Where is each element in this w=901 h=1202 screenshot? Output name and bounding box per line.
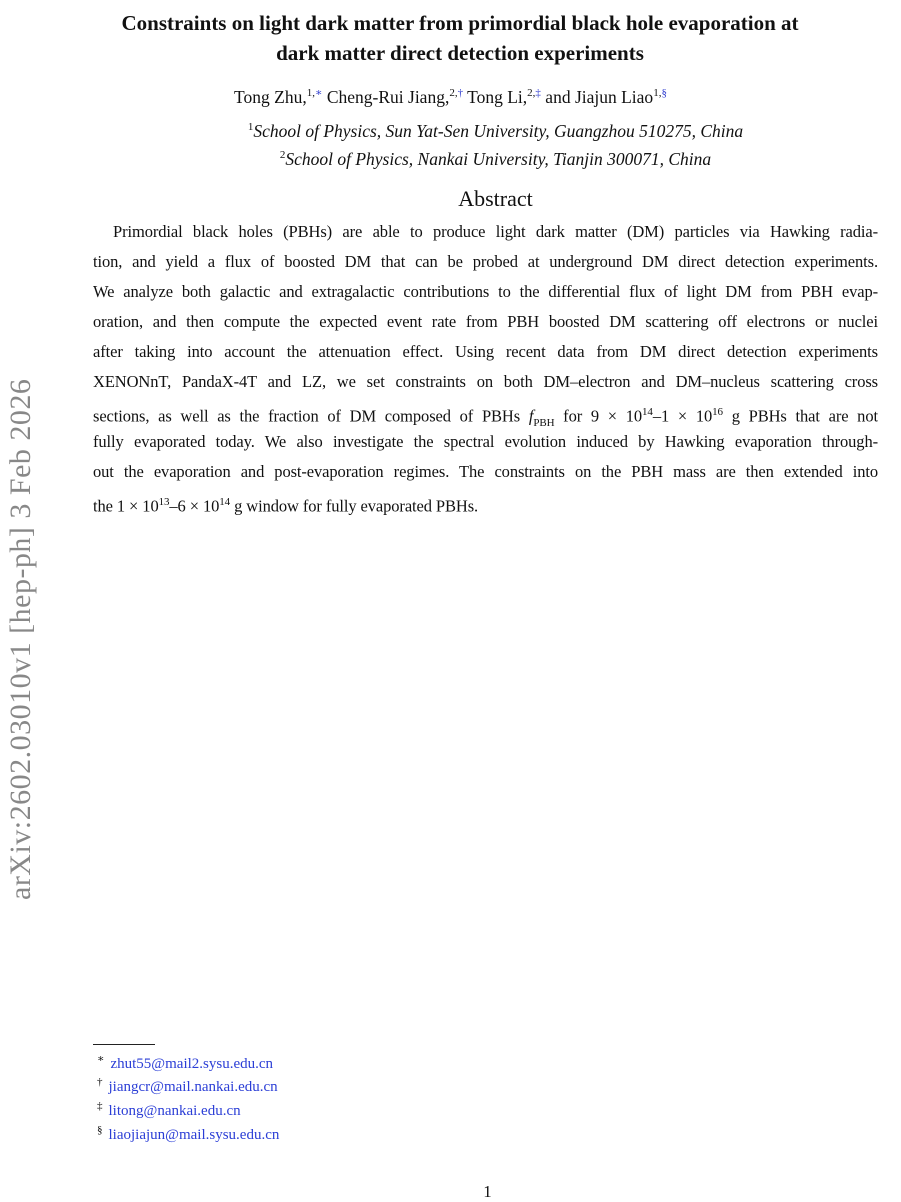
footnote-link[interactable]: § <box>661 87 667 99</box>
author <box>545 87 667 107</box>
affiliation-ref: 1, <box>306 87 315 99</box>
paper-title <box>60 8 860 68</box>
affiliation-ref: 2, <box>449 87 458 99</box>
footnote <box>97 1052 273 1073</box>
affiliation-text: School of Physics, Nankai University, Tianjin 300071, China <box>285 149 712 169</box>
author-name: Tong Zhu, <box>234 86 307 107</box>
abstract-body <box>93 220 878 520</box>
text: g PBHs that are not <box>722 406 878 426</box>
page-number: 1 <box>483 1182 492 1201</box>
text: the 1 × 10 <box>93 496 159 516</box>
affiliation-text: School of Physics, Sun Yat-Sen University, Guangzhou 510275, China <box>253 121 744 141</box>
footnote-mark: † <box>97 1076 103 1088</box>
author-list <box>0 86 901 108</box>
author-name: Cheng-Rui Jiang, <box>326 86 450 107</box>
math: for 9 × 10 <box>554 406 643 426</box>
abstract-line: Primordial black holes (PBHs) are able to produce light dark matter (DM) particles via Hawking radia- <box>113 222 878 241</box>
footnote-rule <box>93 1044 155 1045</box>
author <box>327 87 463 107</box>
math: –1 × 10 <box>652 406 713 426</box>
text: sections, as well as the fraction of DM composed of PBHs <box>93 406 529 426</box>
math-f: f <box>528 406 534 426</box>
author <box>234 87 322 107</box>
footnote-link[interactable]: ‡ <box>535 87 541 99</box>
email-link[interactable]: litong@nankai.edu.cn <box>108 1103 241 1119</box>
footnote <box>97 1100 241 1120</box>
title-line: dark matter direct detection experiments <box>276 41 644 65</box>
author <box>467 87 541 107</box>
abstract-line <box>93 400 878 430</box>
author-name: Tong Li, <box>467 86 528 107</box>
footnote-mark: ‡ <box>97 1100 103 1112</box>
abstract-line: out the evaporation and post-evaporation regimes. The constraints on the PBH mass are then extended into <box>93 462 878 481</box>
math-subscript: PBH <box>533 416 555 429</box>
abstract-line <box>93 490 878 520</box>
arxiv-identifier: arXiv:2602.03010v1 [hep-ph] 3 Feb 2026 <box>4 378 37 900</box>
affiliation-ref: 2, <box>527 87 536 99</box>
email-link[interactable]: jiangcr@mail.nankai.edu.cn <box>108 1079 278 1095</box>
email-link[interactable]: liaojiajun@mail.sysu.edu.cn <box>108 1127 280 1143</box>
footnote-link[interactable]: † <box>457 87 464 99</box>
exponent: 16 <box>712 406 723 418</box>
abstract-line: fully evaporated today. We also investigate the spectral evolution induced by Hawking evaporation through- <box>93 432 878 451</box>
affiliation-number: 2 <box>279 149 286 162</box>
author-name: and Jiajun Liao <box>545 86 654 107</box>
exponent: 13 <box>158 496 170 508</box>
exponent: 14 <box>219 496 231 508</box>
email-link[interactable]: zhut55@mail2.sysu.edu.cn <box>110 1056 274 1072</box>
footnote-mark: ∗ <box>97 1053 105 1065</box>
footnote <box>97 1076 278 1096</box>
footnote <box>97 1124 279 1144</box>
text: g window for fully evaporated PBHs. <box>230 496 479 516</box>
affiliation <box>0 121 901 142</box>
abstract-heading: Abstract <box>458 186 533 211</box>
affiliation-ref: 1, <box>653 87 662 99</box>
abstract-line: tion, and yield a flux of boosted DM that can be probed at underground DM direct detection experiments. <box>93 252 878 271</box>
footnote-link[interactable]: ∗ <box>314 87 323 99</box>
abstract-line: XENONnT, PandaX-4T and LZ, we set constraints on both DM–electron and DM–nucleus scattering cross <box>93 372 878 391</box>
math: –6 × 10 <box>169 496 220 516</box>
footnote-mark: § <box>97 1124 103 1136</box>
exponent: 14 <box>642 406 653 418</box>
affiliation-number: 1 <box>247 121 254 134</box>
abstract-line: after taking into account the attenuation effect. Using recent data from DM direct detection experiments <box>93 342 878 361</box>
affiliation <box>0 149 901 170</box>
abstract-line: oration, and then compute the expected event rate from PBH boosted DM scattering off electrons or nuclei <box>93 312 878 331</box>
abstract-line: We analyze both galactic and extragalactic contributions to the differential flux of light DM from PBH evap- <box>93 282 878 301</box>
title-line: Constraints on light dark matter from primordial black hole evaporation at <box>121 11 799 35</box>
